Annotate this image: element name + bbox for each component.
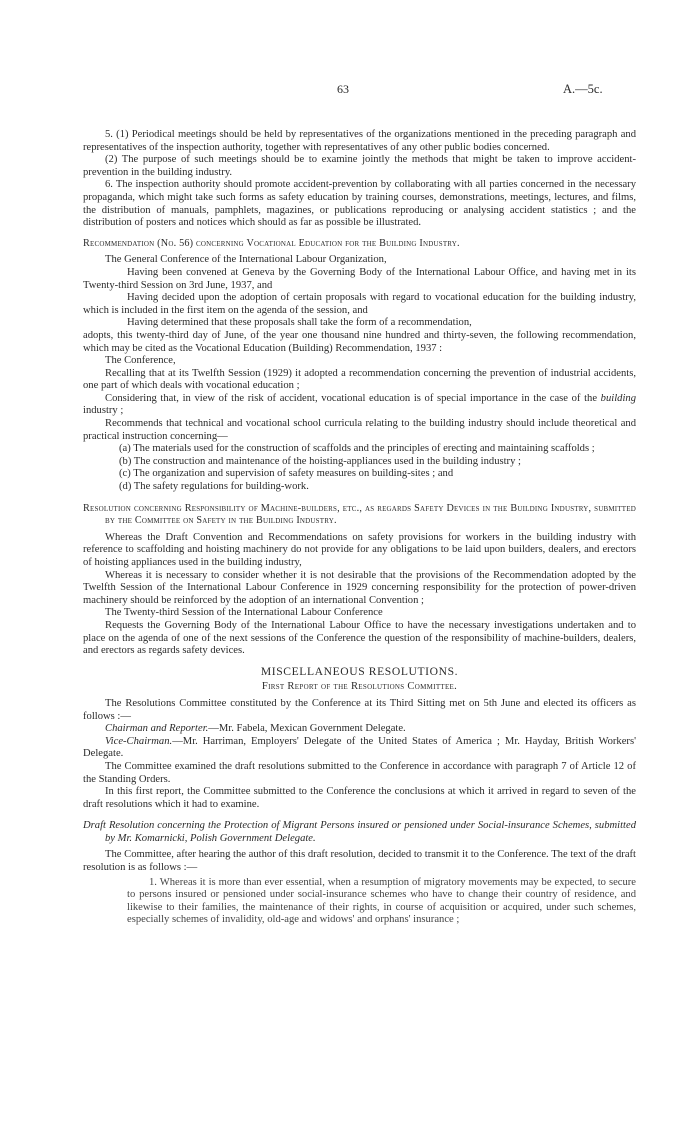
committee-constituted: The Resolutions Committee constituted by the Conference at its Third Sitting met on 5th June and elected its officers as follows :—: [83, 697, 636, 722]
recommendation-adopts: adopts, this twenty-third day of June, of the year one thousand nine hundred and thirty-seven, the following recommendation, which may be cited as the Vocational Education (Building) Recommendation, 1937 :: [83, 329, 636, 354]
recommendation-decided: Having decided upon the adoption of certain proposals with regard to vocational education for the building industry, which is included in the first item on the agenda of the session, and: [83, 292, 636, 316]
recommendation-item-b: (b) The construction and maintenance of the hoisting-appliances used in the building industry ;: [119, 455, 521, 467]
recommendation-item-d: (d) The safety regulations for building-work.: [119, 481, 309, 493]
document-body: [83, 129, 636, 927]
paragraph-5-2: (2) The purpose of such meetings should be to examine jointly the methods that might be taken to improve accident-prevention in the building industry.: [83, 154, 636, 178]
first-report-subtitle: First Report of the Resolutions Committee.: [261, 681, 458, 693]
recommendation-convened: Having been convened at Geneva by the Governing Body of the International Labour Office, and having met in its Twenty-third Session on 3rd June, 1937, and: [83, 266, 636, 291]
committee-examined: The Committee examined the draft resolutions submitted to the Conference in accordance with paragraph 7 of Article 12 of the Standing Orders.: [83, 760, 636, 785]
page-number: 63: [337, 82, 349, 96]
paragraph-6: 6. The inspection authority should promote accident-prevention by collaborating with all parties concerned in the necessary propaganda, which might take such forms as safety education by training courses, demonstrations, meetings, lectures, and films, the distribution of manuals, pamphlets, magazines, or publications reproducing or analysing accident statistics ; and the distribution of posters and notices which should as far as possible be illustrated.: [83, 179, 636, 229]
resolution-session: The Twenty-third Session of the International Labour Conference: [105, 607, 383, 619]
draft-resolution-title: Draft Resolution concerning the Protection of Migrant Persons insured or pensioned under Social-insurance Schemes, submitted by Mr. Komarnicki, Polish Government Delegate.: [83, 820, 636, 844]
chairman-line: Chairman and Reporter.—Mr. Fabela, Mexican Government Delegate.: [105, 723, 406, 735]
recommendation-item-c: (c) The organization and supervision of safety measures on building-sites ; and: [119, 468, 454, 480]
draft-resolution-quote-1: 1. Whereas it is more than ever essential, when a resumption of migratory movements may be expected, to secure to persons insured or pensioned under social-insurance schemes who have to change their country of residence, and likewise to their families, the maintenance of their rights, in course of acquisition or acquired, under such schemes, especially schemes of invalidity, old-age and widows' and orphans' insurance ;: [127, 876, 636, 926]
recommendation-considering: Considering that, in view of the risk of accident, vocational education is of special importance in the case of the building industry ;: [83, 392, 636, 417]
resolution-requests: Requests the Governing Body of the International Labour Office to have the necessary investigations undertaken and to place on the agenda of one of the next sessions of the Conference the question of the responsibility of machine-builders, dealers, and erectors as regards safety devices.: [83, 619, 636, 657]
recommendation-item-a: (a) The materials used for the construction of scaffolds and the principles of erecting and maintaining scaffolds ;: [119, 443, 595, 455]
committee-first-report: In this first report, the Committee submitted to the Conference the conclusions at which it arrived in regard to seven of the draft resolutions which it had to examine.: [83, 786, 636, 810]
misc-resolutions-title: MISCELLANEOUS RESOLUTIONS.: [260, 664, 459, 678]
paragraph-5-1: 5. (1) Periodical meetings should be held by representatives of the organizations mentioned in the preceding paragraph and representatives of the inspection authority, together with representatives of any other public bodies concerned.: [83, 129, 636, 153]
recommendation-recalling: Recalling that at its Twelfth Session (1929) it adopted a recommendation concerning the prevention of industrial accidents, one part of which deals with vocational education ;: [83, 367, 636, 392]
resolution-whereas-2: Whereas it is necessary to consider whether it is not desirable that the provisions of the Recommendation adopted by the Twelfth Session of the International Labour Conference in 1929 concerning responsibility for the protection of power-driven machinery should be reinforced by the adoption of an international Convention ;: [83, 569, 636, 606]
document-reference: A.—5c.: [563, 82, 603, 96]
recommendation-intro: The General Conference of the International Labour Organization,: [105, 254, 387, 266]
recommendation-determined: Having determined that these proposals shall take the form of a recommendation,: [127, 317, 472, 329]
vice-chairman-line: Vice-Chairman.—Mr. Harriman, Employers' Delegate of the United States of America ; Mr. Hayday, British Workers' Delegate.: [83, 735, 636, 760]
resolution-heading: Resolution concerning Responsibility of Machine-builders, etc., as regards Safety Devices in the Building Industry, submitted by the Committee on Safety in the Building Industry.: [83, 502, 636, 527]
committee-heard: The Committee, after hearing the author of this draft resolution, decided to transmit it to the Conference. The text of the draft resolution is as follows :—: [83, 849, 636, 874]
resolution-whereas-1: Whereas the Draft Convention and Recommendations on safety provisions for workers in the building industry with reference to scaffolding and hoisting machinery do not provide for any obligations to be laid upon builders, dealers, and erectors of hoisting appliances used in the building industry,: [83, 531, 636, 568]
recommendation-conference: The Conference,: [105, 355, 176, 367]
recommendation-recommends: Recommends that technical and vocational school curricula relating to the building industry should include theoretical and practical instruction concerning—: [83, 418, 636, 442]
recommendation-56-heading: Recommendation (No. 56) concerning Vocational Education for the Building Industry.: [83, 237, 460, 249]
